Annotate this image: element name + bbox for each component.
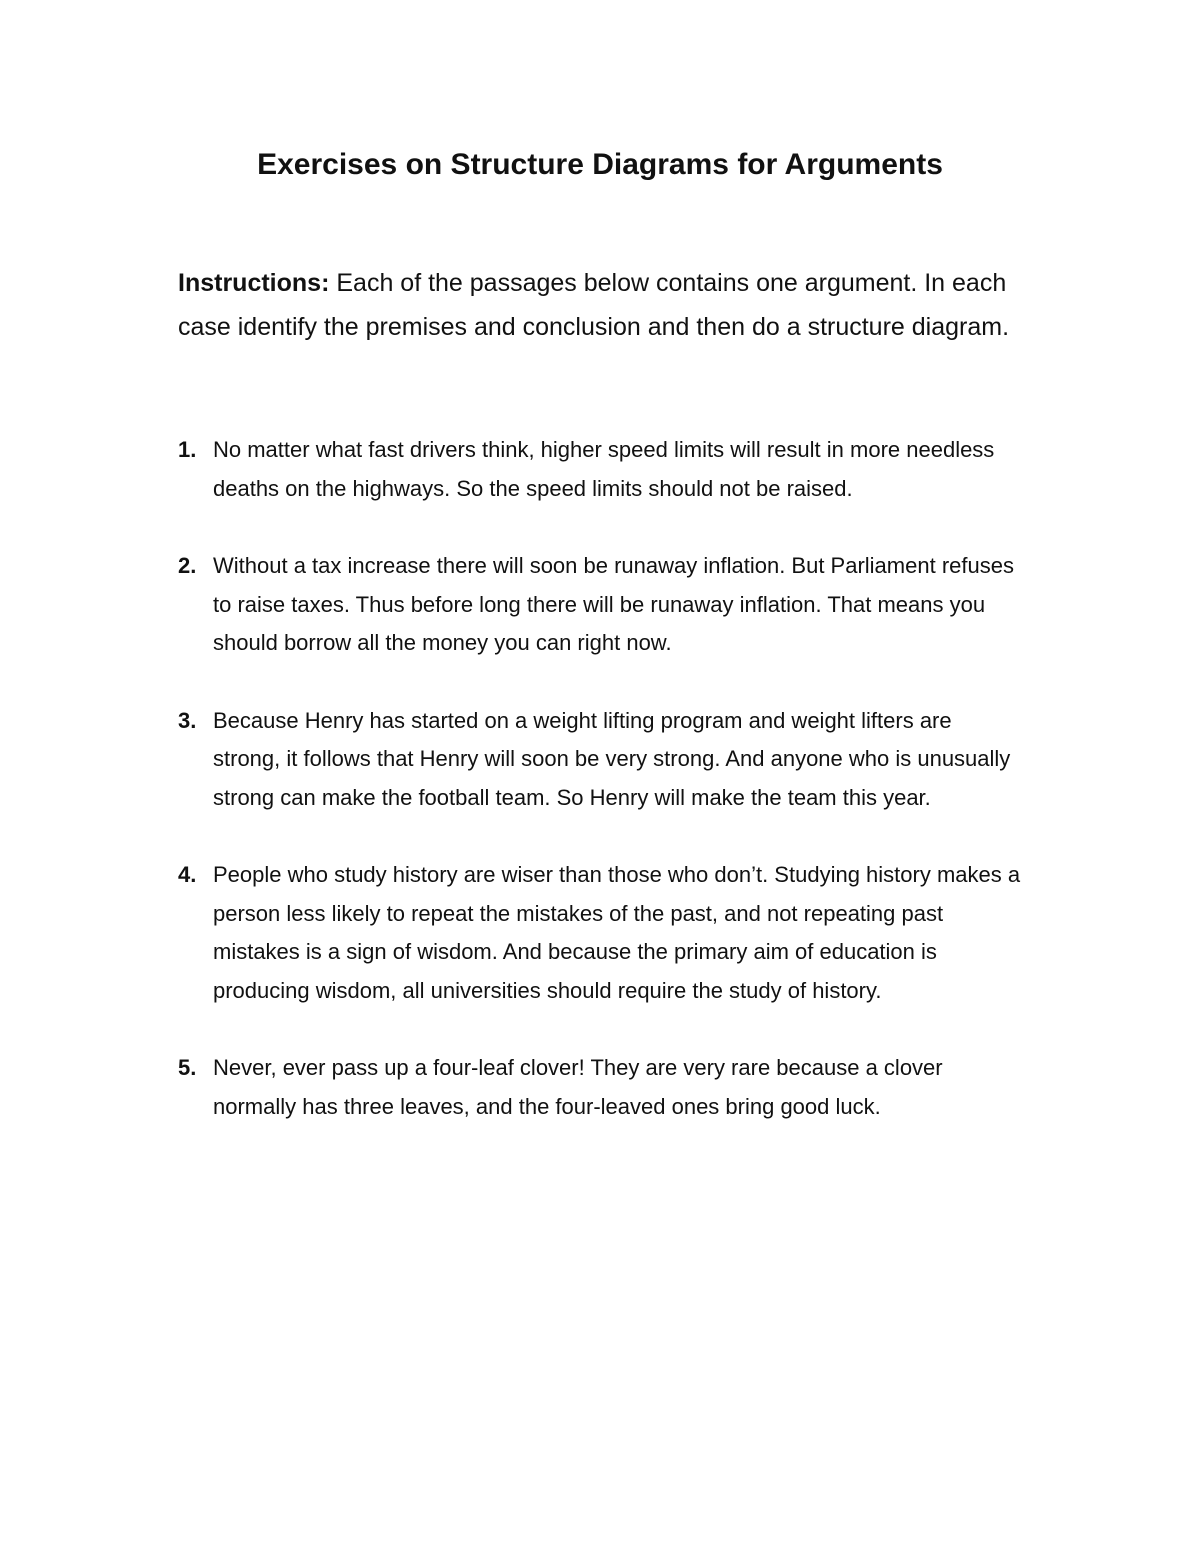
page-title: Exercises on Structure Diagrams for Arguments (257, 148, 943, 181)
exercise-item (178, 547, 1038, 663)
instructions-label: Instructions: (178, 269, 330, 297)
exercise-number: 4. (178, 862, 197, 887)
instructions-paragraph (178, 262, 1038, 349)
exercise-text: Because Henry has started on a weight lifting program and weight lifters are strong, it follows that Henry will soon be very strong. And anyone who is unusually strong can make the football team. So Henry will make the team this year. (213, 707, 1011, 810)
exercise-item (178, 856, 1038, 1010)
exercise-text: No matter what fast drivers think, higher speed limits will result in more needless deaths on the highways. So the speed limits should not be raised. (213, 437, 995, 501)
exercise-number: 2. (178, 553, 197, 578)
exercise-item (178, 431, 1038, 508)
exercise-list (178, 431, 1038, 1165)
exercise-item (178, 1049, 1038, 1126)
exercise-item (178, 702, 1038, 818)
exercise-text: Never, ever pass up a four-leaf clover! They are very rare because a clover normally has three leaves, and the four-leaved ones bring good luck. (213, 1055, 943, 1119)
instructions-text: Each of the passages below contains one argument. In each case identify the premises and conclusion and then do a structure diagram. (178, 269, 1010, 341)
exercise-text: People who study history are wiser than those who don’t. Studying history makes a person less likely to repeat the mistakes of the past, and not repeating past mistakes is a sign of wisdom. And because the primary aim of education is producing wisdom, all universities should require the study of history. (213, 862, 1021, 1003)
exercise-number: 3. (178, 707, 197, 733)
exercise-number: 5. (178, 1055, 197, 1080)
exercise-number: 1. (178, 437, 197, 462)
exercise-text: Without a tax increase there will soon be runaway inflation. But Parliament refuses to raise taxes. Thus before long there will be runaway inflation. That means you should borrow all the money you can right now. (213, 553, 1014, 655)
